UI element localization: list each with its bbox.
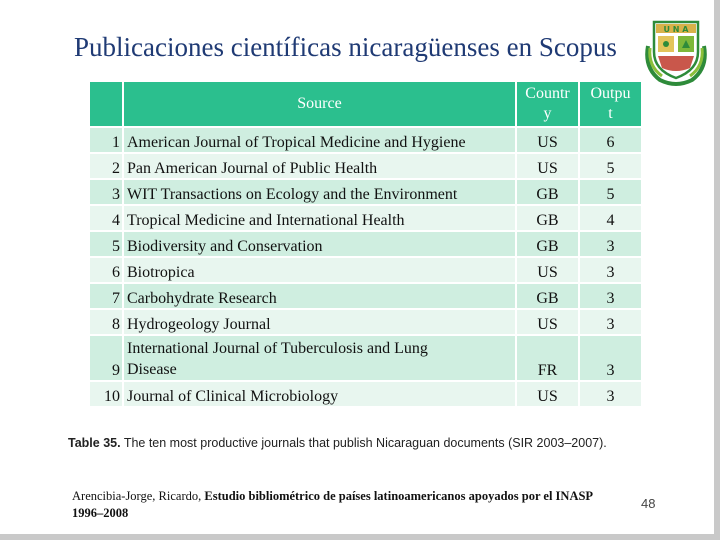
table-row: [89, 283, 642, 309]
table-row: [89, 179, 642, 205]
table-row: [89, 231, 642, 257]
row-number: 5: [89, 231, 123, 257]
header-country: [516, 81, 579, 127]
row-output: 6: [579, 127, 642, 153]
row-country: US: [516, 381, 579, 407]
table-row: [89, 309, 642, 335]
row-output: 3: [579, 381, 642, 407]
row-country: GB: [516, 205, 579, 231]
row-country: GB: [516, 179, 579, 205]
journals-table: [88, 80, 643, 408]
row-source: WIT Transactions on Ecology and the Environment: [123, 179, 516, 205]
slide-title: Publicaciones científicas nicaragüenses en Scopus: [74, 32, 617, 62]
row-number: 4: [89, 205, 123, 231]
row-source: Hydrogeology Journal: [123, 309, 516, 335]
row-country: US: [516, 257, 579, 283]
row-number: 9: [89, 335, 123, 381]
table-row: [89, 257, 642, 283]
row-output: 3: [579, 309, 642, 335]
header-country-line1: Countr: [525, 85, 570, 102]
row-number: 10: [89, 381, 123, 407]
row-number: 7: [89, 283, 123, 309]
table-header-row: [89, 81, 642, 127]
table-row: [89, 153, 642, 179]
reference-title-line2: 1996–2008: [72, 506, 129, 520]
row-country: GB: [516, 283, 579, 309]
row-output: 4: [579, 205, 642, 231]
logo-text: U N A: [663, 25, 689, 34]
row-source: Biotropica: [123, 257, 516, 283]
row-country: FR: [516, 335, 579, 381]
header-output-line2: t: [608, 105, 613, 122]
row-output: 3: [579, 283, 642, 309]
table-caption: [68, 436, 607, 450]
header-output-line1: Outpu: [590, 85, 631, 102]
row-country: US: [516, 127, 579, 153]
row-output: 5: [579, 179, 642, 205]
header-output: [579, 81, 642, 127]
caption-label: Table 35.: [68, 436, 121, 450]
table-row: [89, 381, 642, 407]
row-source: [123, 335, 516, 381]
row-number: 8: [89, 309, 123, 335]
row-country: US: [516, 153, 579, 179]
row-source: American Journal of Tropical Medicine and Hygiene: [123, 127, 516, 153]
caption-text: The ten most productive journals that publish Nicaraguan documents (SIR 2003–2007).: [120, 436, 607, 450]
row-number: 1: [89, 127, 123, 153]
header-source: Source: [123, 81, 516, 127]
row-number: 6: [89, 257, 123, 283]
row-output: 3: [579, 231, 642, 257]
row-country: US: [516, 309, 579, 335]
university-shield-logo-icon: [640, 16, 712, 88]
row-source-line2: Disease: [127, 361, 177, 378]
row-source: Biodiversity and Conservation: [123, 231, 516, 257]
row-source: Journal of Clinical Microbiology: [123, 381, 516, 407]
header-num-cell: [89, 81, 123, 127]
row-output: 3: [579, 335, 642, 381]
row-source: Carbohydrate Research: [123, 283, 516, 309]
table-row: [89, 335, 642, 381]
row-output: 3: [579, 257, 642, 283]
header-country-line2: y: [543, 105, 552, 122]
row-output: 5: [579, 153, 642, 179]
table-row: [89, 205, 642, 231]
page-number: 48: [641, 496, 656, 511]
reference-authors: Arencibia-Jorge, Ricardo,: [72, 489, 205, 503]
row-number: 3: [89, 179, 123, 205]
row-country: GB: [516, 231, 579, 257]
row-source: Pan American Journal of Public Health: [123, 153, 516, 179]
row-source-line1: International Journal of Tuberculosis and Lung: [127, 340, 428, 357]
row-number: 2: [89, 153, 123, 179]
reference-title-line1: Estudio bibliométrico de países latinoamericanos apoyados por el INASP: [204, 489, 594, 503]
table-row: [89, 127, 642, 153]
reference: [72, 488, 672, 522]
row-source: Tropical Medicine and International Health: [123, 205, 516, 231]
